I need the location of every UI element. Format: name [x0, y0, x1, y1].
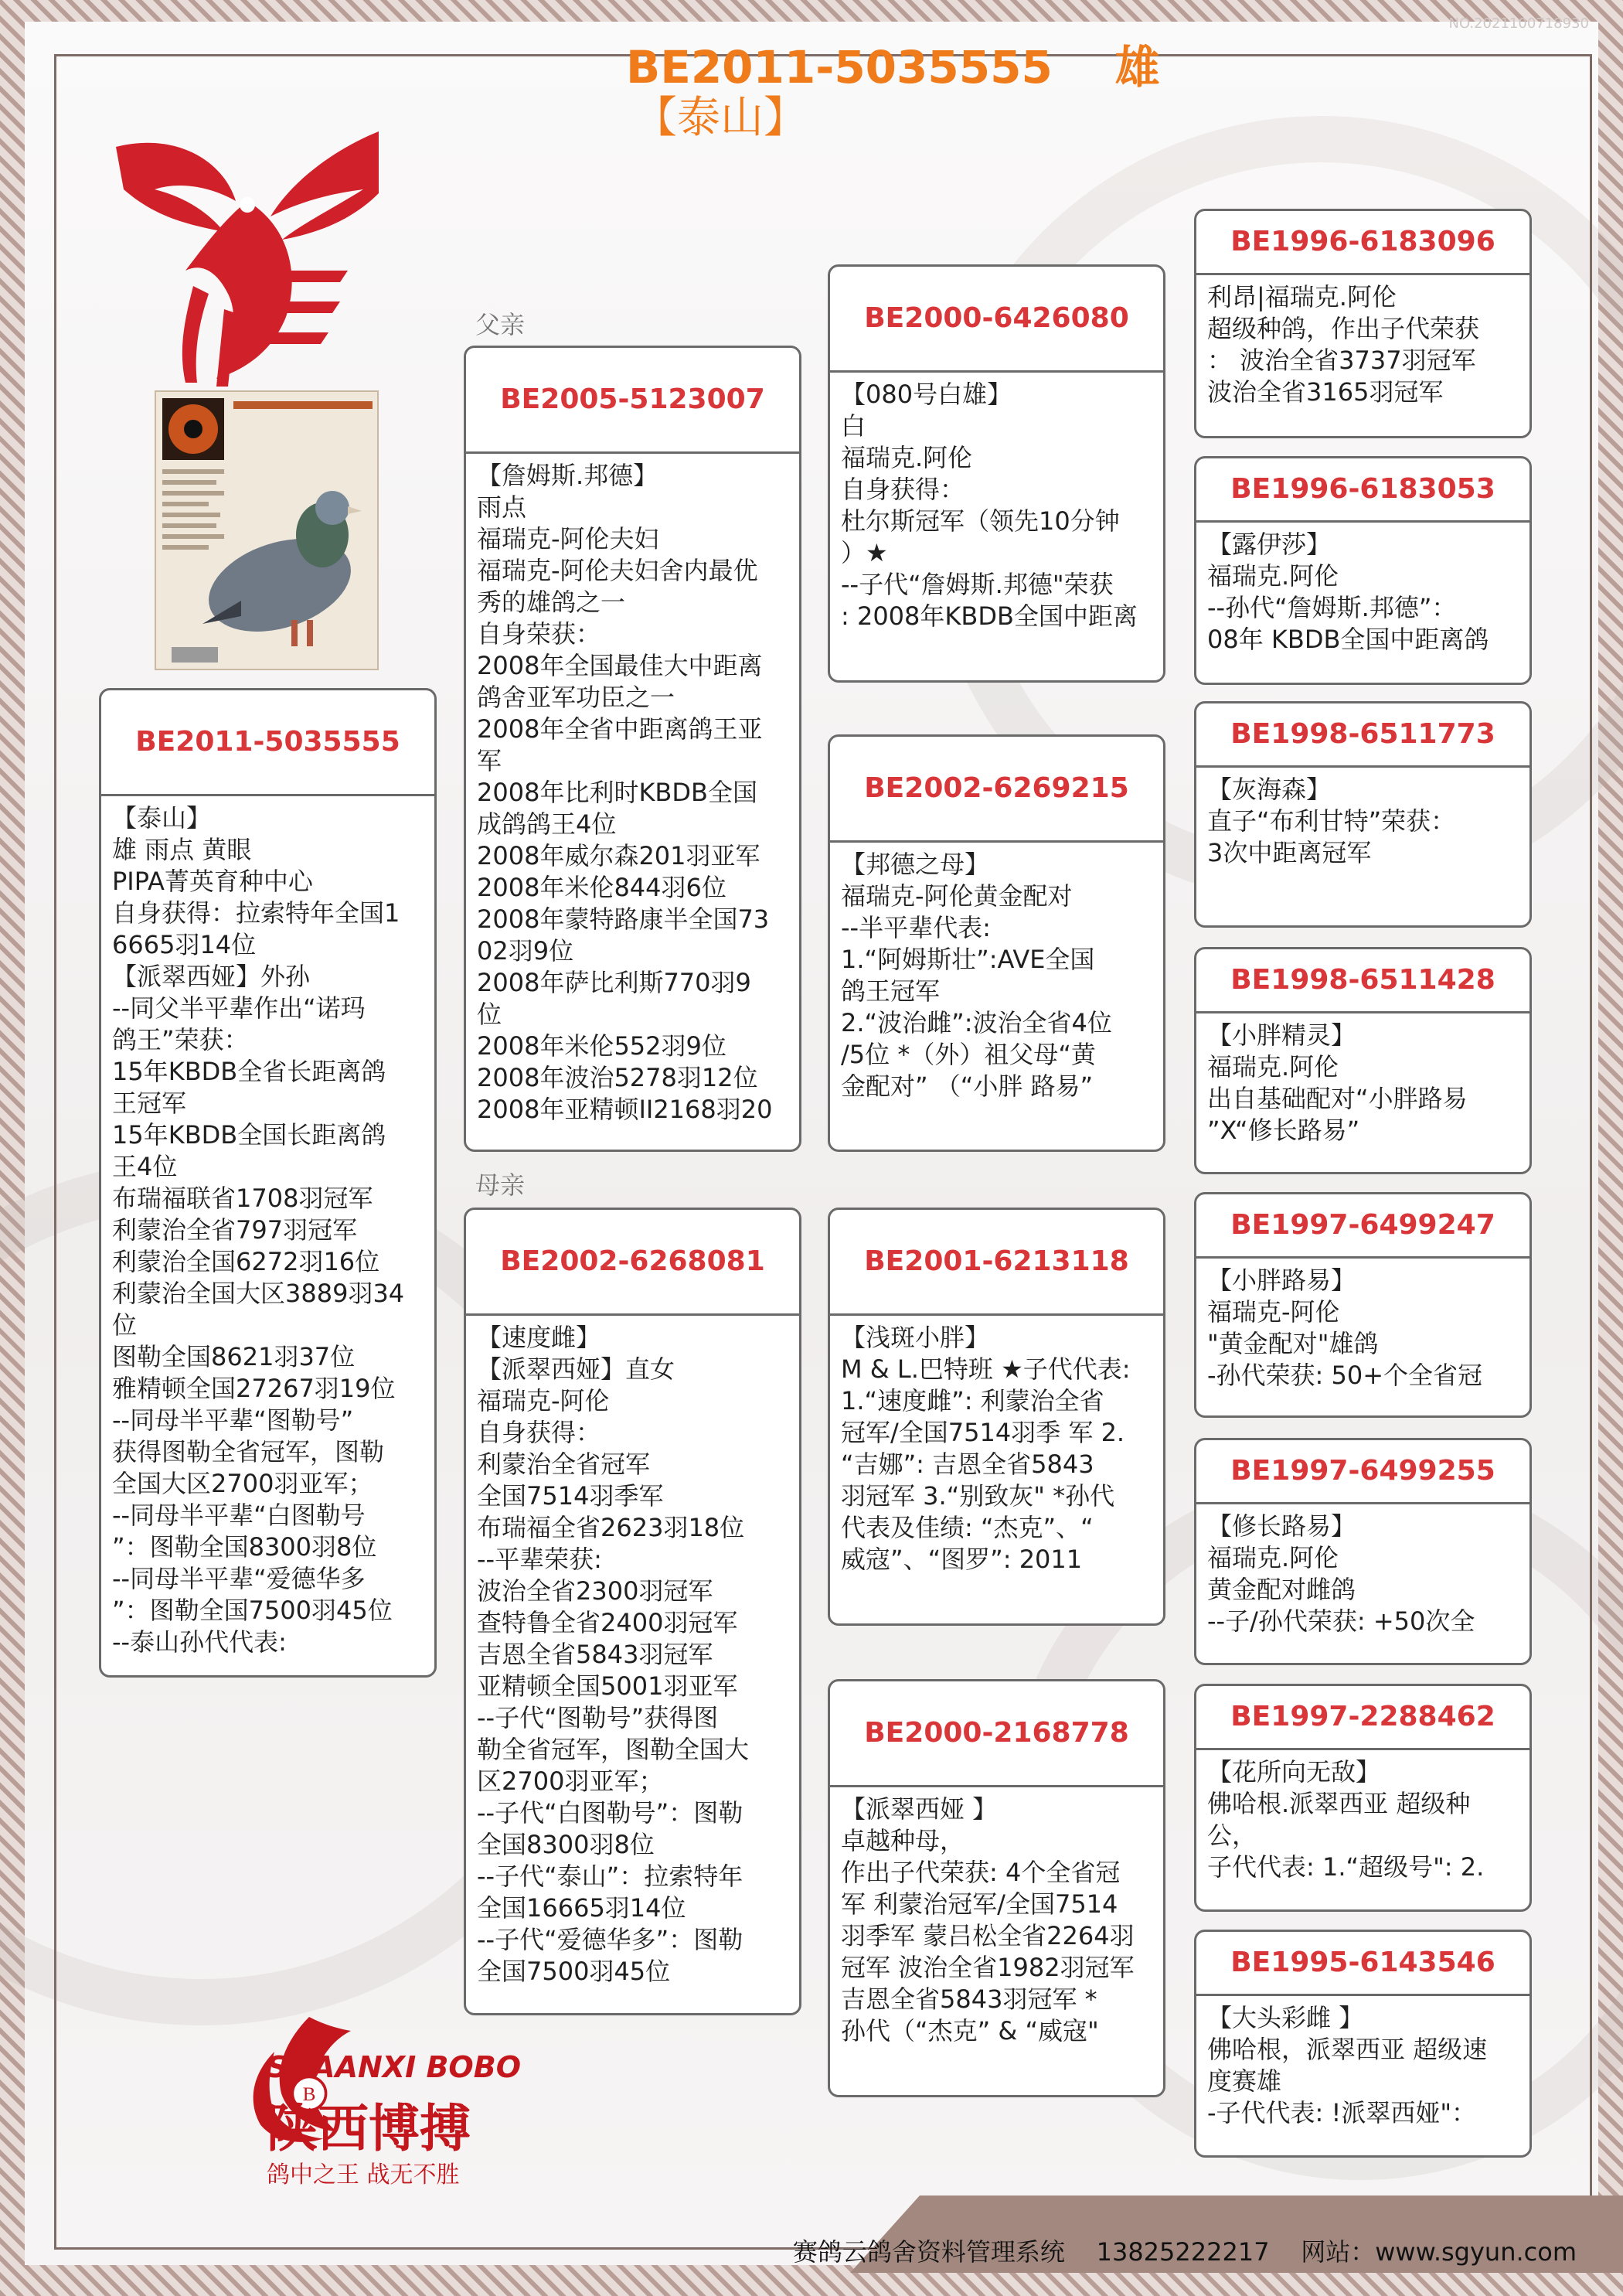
great-grandparent-text: 利昂|福瑞克.阿伦 超级种鸽，作出子代荣获 ： 波治全省3737羽冠军 波治全省3165羽冠军: [1207, 282, 1480, 407]
grandparent-card: [828, 1208, 1165, 1626]
great-grandparent-id: BE1998-6511428: [1196, 949, 1529, 1013]
great-grandparent-text: 【大头彩雌 】 佛哈根，派翠西亚 超级速 度赛雄 -子代代表: !派翠西娅"：: [1207, 2003, 1488, 2127]
grandparent-text: 【邦德之母】 福瑞克-阿伦黄金配对 --半平辈代表: 1.“阿姆斯壮”:AVE全国 鸽王冠军 2.“波治雌”:波治全省4位 /5位 *（外）祖父母“黄 金配对” （“小胖 路易”: [841, 850, 1112, 1101]
great-grandparent-id: BE1996-6183053: [1196, 458, 1529, 523]
grandparent-text: 【080号白雄】 白 福瑞克.阿伦 自身获得： 杜尔斯冠军（领先10分钟 ）★ --子代“詹姆斯.邦德"荣获 : 2008年KBDB全国中距离: [841, 380, 1138, 631]
grandparent-text: 【浅斑小胖】 M & L.巴特班 ★子代代表: 1.“速度雌”: 利蒙治全省 冠军/全国7514羽季 军 2. “吉娜”: 吉恩全省5843 羽冠军 3.“别致灰" *孙代 代表及佳绩: “杰克”、“ 威寇”、“图罗”: 2011: [841, 1323, 1131, 1574]
great-grandparent-id: BE1996-6183096: [1196, 211, 1529, 275]
brand-slogan: 鸽中之王 战无不胜: [267, 2161, 460, 2189]
mother-card: [464, 1208, 801, 2015]
great-grandparent-id: BE1997-6499255: [1196, 1440, 1529, 1504]
brand-emblem-letter: B: [302, 2084, 316, 2105]
great-grandparent-id: BE1997-6499247: [1196, 1194, 1529, 1259]
grandparent-id: BE2000-6426080: [830, 267, 1163, 373]
great-grandparent-card: [1194, 1192, 1532, 1418]
great-grandparent-text: 【露伊莎】 福瑞克.阿伦 --孙代“詹姆斯.邦德”： 08年 KBDB全国中距离鸽: [1207, 530, 1489, 654]
great-grandparent-id: BE1998-6511773: [1196, 703, 1529, 768]
father-text: 【詹姆斯.邦德】 雨点 福瑞克-阿伦夫妇 福瑞克-阿伦夫妇舍内最优 秀的雄鸽之一 自身荣获： 2008年全国最佳大中距离 鸽舍亚军功臣之一 2008年全省中距离鸽王亚 军 2008年比利时KBDB全国 成鸽鸽王4位 2008年威尔森201羽亚军 2008年米伦844羽6位 2008年蒙特路康半全国73 02羽9位 2008年萨比利斯770羽9 位 2008年米伦552羽9位 2008年波治5278羽12位 2008年亚精顿II2168羽20: [477, 461, 773, 1124]
great-grandparent-text: 【小胖精灵】 福瑞克.阿伦 出自基础配对“小胖路易 ”X“修长路易”: [1207, 1020, 1468, 1145]
subject-text: 【泰山】 雄 雨点 黄眼 PIPA菁英育种中心 自身获得：拉索特年全国1 6665羽14位 【派翠西娅】外孙 --同父半平辈作出“诺玛 鸽王”荣获： 15年KBDB全省长距离鸽 王冠军 15年KBDB全国长距离鸽 王4位 布瑞福联省1708羽冠军 利蒙治全省797羽冠军 利蒙治全国6272羽16位 利蒙治全国大区3889羽34 位 图勒全国8621羽37位 雅精顿全国27267羽19位 --同母半平辈“图勒号” 获得图勒全省冠军，图勒 全国大区2700羽亚军； --同母半平辈“白图勒号 ”：图勒全国8300羽8位 --同母半平辈“爱德华多 ”：图勒全国7500羽45位 --泰山孙代代表:: [112, 803, 405, 1657]
mother-text: 【速度雌】 【派翠西娅】直女 福瑞克-阿伦 自身获得： 利蒙治全省冠军 全国7514羽季军 布瑞福全省2623羽18位 --平辈荣获: 波治全省2300羽冠军 查特鲁全省2400羽冠军 吉恩全省5843羽冠军 亚精顿全国5001羽亚军 --子代“图勒号”获得图 勒全省冠军，图勒全国大 区2700羽亚军； --子代“白图勒号”：图勒 全国8300羽8位 --子代“泰山”：拉索特年 全国16665羽14位 --子代“爱德华多”：图勒 全国7500羽45位: [477, 1323, 750, 1986]
phoenix-logo-icon: [93, 116, 402, 394]
grandparent-id: BE2001-6213118: [830, 1210, 1163, 1316]
great-grandparent-card: [1194, 1438, 1532, 1665]
great-grandparent-card: [1194, 701, 1532, 928]
grandparent-id: BE2002-6269215: [830, 737, 1163, 843]
great-grandparent-card: [1194, 456, 1532, 685]
great-grandparent-text: 【花所向无敌】 佛哈根.派翠西亚 超级种 公， 子代代表: 1.“超级号": 2.: [1207, 1757, 1485, 1882]
father-id: BE2005-5123007: [466, 348, 799, 454]
page-title: BE2011-5035555 雄: [626, 41, 1160, 94]
great-grandparent-id: BE1997-2288462: [1196, 1686, 1529, 1750]
brand-chinese: 陕西博搏: [267, 2099, 471, 2158]
footer-text: 赛鸽云鸽舍资料管理系统 13825222217 网站：www.sgyun.com: [792, 2237, 1577, 2267]
subject-id: BE2011-5035555: [101, 690, 434, 796]
father-label: 父亲: [475, 310, 526, 339]
grandparent-card: [828, 734, 1165, 1152]
great-grandparent-text: 【小胖路易】 福瑞克-阿伦 "黄金配对"雄鸽 -孙代荣获: 50+个全省冠: [1207, 1266, 1483, 1390]
grandparent-text: 【派翠西娅 】 卓越种母， 作出子代荣获: 4个全省冠 军 利蒙治冠军/全国7514 羽季军 蒙吕松全省2264羽 冠军 波治全省1982羽冠军 吉恩全省5843羽冠军 * 孙代（“杰克” & “威寇": [841, 1794, 1135, 2046]
great-grandparent-card: [1194, 1684, 1532, 1912]
mother-label: 母亲: [475, 1170, 526, 1200]
mother-id: BE2002-6268081: [466, 1210, 799, 1316]
subject-card: [99, 688, 437, 1678]
grandparent-card: [828, 264, 1165, 683]
grandparent-id: BE2000-2168778: [830, 1681, 1163, 1787]
great-grandparent-text: 【灰海森】 直子“布利甘特”荣获： 3次中距离冠军: [1207, 775, 1456, 867]
great-grandparent-text: 【修长路易】 福瑞克.阿伦 黄金配对雌鸽 --子/孙代荣获: +50次全: [1207, 1511, 1475, 1636]
great-grandparent-id: BE1995-6143546: [1196, 1932, 1529, 1996]
pigeon-photo: [155, 390, 379, 670]
brand-english: SHAANXI BOBO: [267, 2050, 521, 2084]
doc-number: NO.2021100718930: [1448, 15, 1589, 32]
great-grandparent-card: [1194, 209, 1532, 438]
page-subtitle: 【泰山】: [634, 93, 807, 143]
great-grandparent-card: [1194, 947, 1532, 1174]
great-grandparent-card: [1194, 1930, 1532, 2158]
grandparent-card: [828, 1679, 1165, 2097]
pigeon-photo-art: [156, 392, 379, 670]
father-card: [464, 346, 801, 1152]
